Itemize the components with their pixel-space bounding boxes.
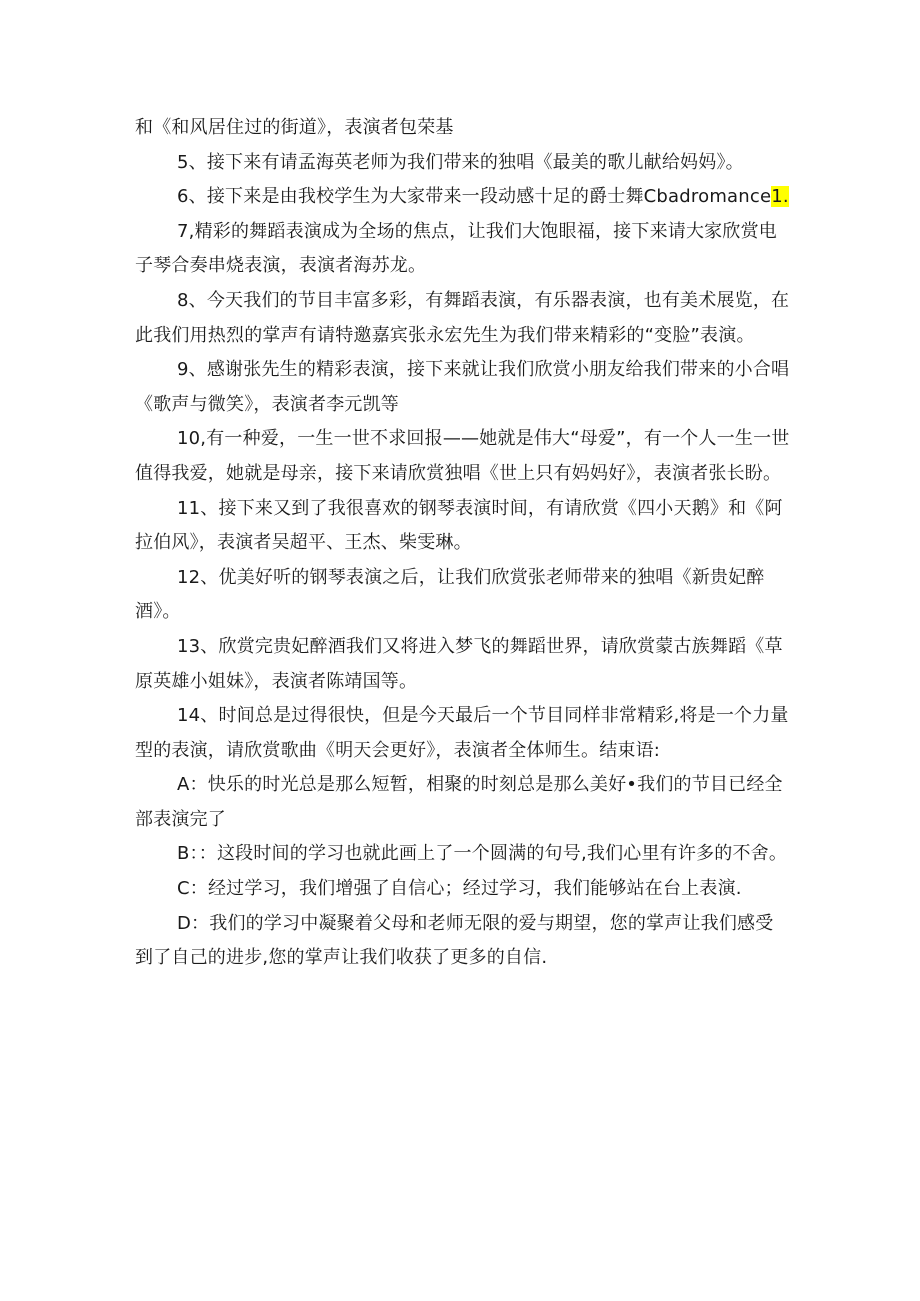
paragraph-text: 14、时间总是过得很快，但是今天最后一个节目同样非常精彩,将是一个力量型的表演，请欣赏歌曲《明天会更好》，表演者全体师生。结束语: (135, 705, 789, 761)
paragraph-item-6 (135, 180, 790, 215)
paragraph-continuation (135, 111, 790, 146)
paragraph-item-9 (135, 353, 790, 422)
paragraph-item-14 (135, 699, 790, 768)
paragraph-text: 12、优美好听的钢琴表演之后，让我们欣赏张老师带来的独唱《新贵妃醉酒》。 (135, 566, 765, 623)
paragraph-text: 9、感谢张先生的精彩表演，接下来就让我们欣赏小朋友给我们带来的小合唱《歌声与微笑》，表演者李元凯等 (135, 359, 790, 415)
highlighted-text: 1. (771, 186, 789, 208)
paragraph-item-7 (135, 215, 790, 284)
document-body (135, 111, 790, 976)
closing-line-a (135, 768, 790, 837)
paragraph-text: 6、接下来是由我校学生为大家带来一段动感十足的爵士舞Cbadromance (177, 186, 772, 208)
paragraph-text: A：快乐的时光总是那么短暂，相聚的时刻总是那么美好•我们的节目已经全部表演完了 (135, 774, 783, 830)
paragraph-item-5 (135, 146, 790, 181)
paragraph-item-13 (135, 630, 790, 699)
paragraph-text: 5、接下来有请孟海英老师为我们带来的独唱《最美的歌儿献给妈妈》。 (177, 151, 744, 173)
paragraph-item-10 (135, 422, 790, 491)
closing-line-c (135, 872, 790, 907)
paragraph-text: 13、欣赏完贵妃醉酒我们又将进入梦飞的舞蹈世界，请欣赏蒙古族舞蹈《草原英雄小姐妹》，表演者陈靖国等。 (135, 635, 783, 692)
paragraph-item-11 (135, 492, 790, 561)
paragraph-item-12 (135, 561, 790, 630)
paragraph-text: 11、接下来又到了我很喜欢的钢琴表演时间，有请欣赏《四小天鹅》和《阿拉伯风》，表演者吴超平、王杰、柴雯琳。 (135, 497, 783, 554)
closing-line-b (135, 837, 790, 872)
paragraph-text: D：我们的学习中凝聚着父母和老师无限的爱与期望，您的掌声让我们感受到了自己的进步,您的掌声让我们收获了更多的自信. (135, 912, 774, 969)
paragraph-text: B：：这段时间的学习也就此画上了一个圆满的句号,我们心里有许多的不舍。 (177, 843, 788, 865)
paragraph-text: 8、今天我们的节目丰富多彩，有舞蹈表演，有乐器表演，也有美术展览，在此我们用热烈的掌声有请特邀嘉宾张永宏先生为我们带来精彩的“变脸”表演。 (135, 289, 790, 346)
paragraph-item-8 (135, 284, 790, 353)
paragraph-text: C：经过学习，我们增强了自信心；经过学习，我们能够站在台上表演. (177, 878, 742, 900)
paragraph-text: 7,精彩的舞蹈表演成为全场的焦点，让我们大饱眼福，接下来请大家欣赏电子琴合奏串烧表演，表演者海苏龙。 (135, 220, 777, 277)
closing-line-d (135, 907, 790, 976)
paragraph-text: 和《和风居住过的街道》，表演者包荣基 (135, 117, 454, 138)
paragraph-text: 10,有一种爱，一生一世不求回报——她就是伟大“母爱”，有一个人一生一世值得我爱，她就是母亲，接下来请欣赏独唱《世上只有妈妈好》，表演者张长盼。 (135, 428, 790, 484)
